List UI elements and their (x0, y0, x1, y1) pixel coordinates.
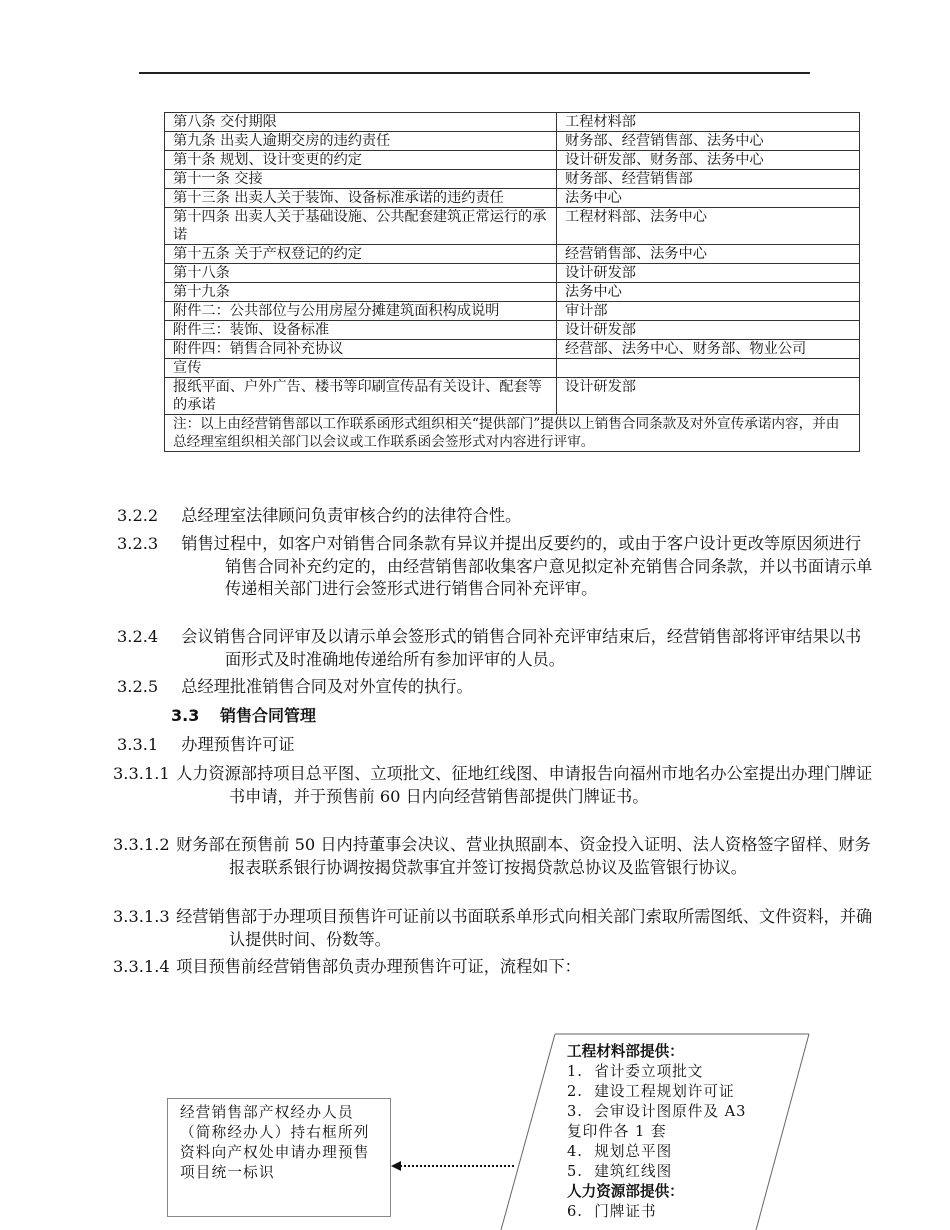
item-text: 会审设计图原件及 A3 复印件各 1 套 (567, 1103, 747, 1140)
para-3-2-2: 3.2.2 总经理室法律顾问负责审核合约的法律符合性。 (117, 506, 522, 525)
document-list-item (567, 1162, 747, 1182)
department-cell: 财务部、经营销售部 (557, 170, 860, 189)
item-text: 省计委立项批文 (594, 1063, 704, 1080)
para-text: 总经理室法律顾问负责审核合约的法律符合性。 (181, 506, 522, 525)
department-cell: 经营部、法务中心、财务部、物业公司 (557, 340, 860, 359)
table-row (165, 151, 860, 170)
clause-cell: 第十四条 出卖人关于基础设施、公共配套建筑正常运行的承诺 (165, 208, 557, 245)
table-note-row (165, 415, 860, 452)
provider-heading: 人力资源部提供： (567, 1183, 684, 1200)
para-text: 会议销售合同评审及以请示单会签形式的销售合同补充评审结束后，经营销售部将评审结果以书面形式及时准确地传递给所有参加评审的人员。 (181, 627, 862, 669)
table-row (165, 340, 860, 359)
para-text: 财务部在预售前 50 日内持董事会决议、营业执照副本、资金投入证明、法人资格签字留样、财务报表联系银行协调按揭贷款事宜并签订按揭贷款总协议及监管银行协议。 (176, 835, 871, 877)
para-3-2-5: 3.2.5 总经理批准销售合同及对外宣传的执行。 (117, 677, 473, 696)
document-list-item (567, 1202, 747, 1222)
item-number: 3. (567, 1103, 583, 1120)
document-list-item (567, 1082, 747, 1102)
para-text: 人力资源部持项目总平图、立项批文、征地红线图、申请报告向福州市地名办公室提出办理门牌证书申请，并于预售前 60 日内向经营销售部提供门牌证书。 (176, 764, 873, 806)
para-text: 经营销售部于办理项目预售许可证前以书面联系单形式向相关部门索取所需图纸、文件资料，并确认提供时间、份数等。 (176, 907, 873, 949)
department-cell: 工程材料部 (557, 113, 860, 132)
document-list-item (567, 1102, 747, 1142)
header-rule (139, 72, 810, 74)
item-number: 2. (567, 1083, 583, 1100)
clause-cell: 第十条 规划、设计变更的约定 (165, 151, 557, 170)
table-row (165, 170, 860, 189)
table-row (165, 245, 860, 264)
table-row (165, 302, 860, 321)
para-3-2-3: 3.2.3 销售过程中，如客户对销售合同条款有异议并提出反要约的，或由于客户设计更改等原因须进行销售合同补充约定的，由经营销售部收集客户意见拟定补充销售合同条款，并以书面请示单传递相关部门进行会签形式进行销售合同补充评审。 (117, 534, 873, 598)
department-cell: 审计部 (557, 302, 860, 321)
table-row (165, 189, 860, 208)
heading-text: 销售合同管理 (219, 706, 316, 725)
table-row (165, 264, 860, 283)
clause-cell: 第九条 出卖人逾期交房的违约责任 (165, 132, 557, 151)
department-cell: 财务部、经营销售部、法务中心 (557, 132, 860, 151)
item-number: 6. (567, 1203, 583, 1220)
table-row (165, 321, 860, 340)
department-cell: 法务中心 (557, 189, 860, 208)
para-text: 销售过程中，如客户对销售合同条款有异议并提出反要约的，或由于客户设计更改等原因须进行销售合同补充约定的，由经营销售部收集客户意见拟定补充销售合同条款，并以书面请示单传递相关部门进行会签形式进行销售合同补充评审。 (181, 534, 873, 598)
clause-cell: 第八条 交付期限 (165, 113, 557, 132)
department-cell: 工程材料部、法务中心 (557, 208, 860, 245)
item-text: 建设工程规划许可证 (594, 1083, 735, 1100)
clause-cell: 第十八条 (165, 264, 557, 283)
provider-heading: 工程材料部提供： (567, 1043, 684, 1060)
document-list-item (567, 1062, 747, 1082)
clause-cell: 第十三条 出卖人关于装饰、设备标准承诺的违约责任 (165, 189, 557, 208)
para-text: 办理预售许可证 (181, 735, 295, 754)
department-cell: 设计研发部 (557, 321, 860, 340)
department-cell: 法务中心 (557, 283, 860, 302)
para-3-3-1-3: 3.3.1.3 经营销售部于办理项目预售许可证前以书面联系单形式向相关部门索取所需图纸、文件资料，并确认提供时间、份数等。 (113, 907, 873, 949)
table-row (165, 283, 860, 302)
department-cell: 设计研发部、财务部、法务中心 (557, 151, 860, 170)
table-note: 注：以上由经营销售部以工作联系函形式组织相关“提供部门”提供以上销售合同条款及对外宣传承诺内容，并由总经理室组织相关部门以会议或工作联系函会签形式对内容进行评审。 (165, 415, 860, 452)
para-3-3-1: 3.3.1 办理预售许可证 (117, 735, 295, 754)
clause-cell: 第十五条 关于产权登记的约定 (165, 245, 557, 264)
table-row (165, 113, 860, 132)
table-row (165, 359, 860, 378)
section-heading-3-3 (171, 705, 821, 728)
process-box-text: 经营销售部产权经办人员（简称经办人）持右框所列资料向产权处申请办理预售项目统一标识 (180, 1104, 370, 1181)
item-number: 4. (567, 1143, 583, 1160)
item-text: 门牌证书 (594, 1203, 657, 1220)
department-cell: 设计研发部 (557, 378, 860, 415)
table-row (165, 208, 860, 245)
para-text: 项目预售前经营销售部负责办理预售许可证，流程如下： (176, 957, 581, 976)
department-cell: 设计研发部 (557, 264, 860, 283)
table-row (165, 378, 860, 415)
clause-cell: 第十一条 交接 (165, 170, 557, 189)
department-cell (557, 359, 860, 378)
clause-cell: 报纸平面、户外广告、楼书等印刷宣传品有关设计、配套等的承诺 (165, 378, 557, 415)
clause-cell: 附件四：销售合同补充协议 (165, 340, 557, 359)
para-text: 总经理批准销售合同及对外宣传的执行。 (181, 677, 473, 696)
department-cell: 经营销售部、法务中心 (557, 245, 860, 264)
para-3-2-4: 3.2.4 会议销售合同评审及以请示单会签形式的销售合同补充评审结束后，经营销售部将评审结果以书面形式及时准确地传递给所有参加评审的人员。 (117, 627, 862, 669)
clause-cell: 宣传 (165, 359, 557, 378)
para-3-3-1-4: 3.3.1.4 项目预售前经营销售部负责办理预售许可证，流程如下： (113, 957, 581, 976)
para-3-3-1-2: 3.3.1.2 财务部在预售前 50 日内持董事会决议、营业执照副本、资金投入证明、法人资格签字留样、财务报表联系银行协调按揭贷款事宜并签订按揭贷款总协议及监管银行协议。 (113, 835, 871, 877)
para-3-3-1-1: 3.3.1.1 人力资源部持项目总平图、立项批文、征地红线图、申请报告向福州市地名办公室提出办理门牌证书申请，并于预售前 60 日内向经营销售部提供门牌证书。 (113, 764, 873, 806)
clause-cell: 第十九条 (165, 283, 557, 302)
data-parallelogram-text (567, 1042, 747, 1222)
item-number: 5. (567, 1163, 583, 1180)
heading-number: 3.3 (171, 706, 200, 725)
document-list-item (567, 1142, 747, 1162)
item-number: 1. (567, 1063, 583, 1080)
item-text: 建筑红线图 (594, 1163, 673, 1180)
table-row (165, 132, 860, 151)
item-text: 规划总平图 (594, 1143, 673, 1160)
clause-cell: 附件二：公共部位与公用房屋分摊建筑面积构成说明 (165, 302, 557, 321)
clause-cell: 附件三：装饰、设备标准 (165, 321, 557, 340)
flowchart-process-box (167, 1098, 391, 1217)
contract-review-table (164, 112, 860, 452)
